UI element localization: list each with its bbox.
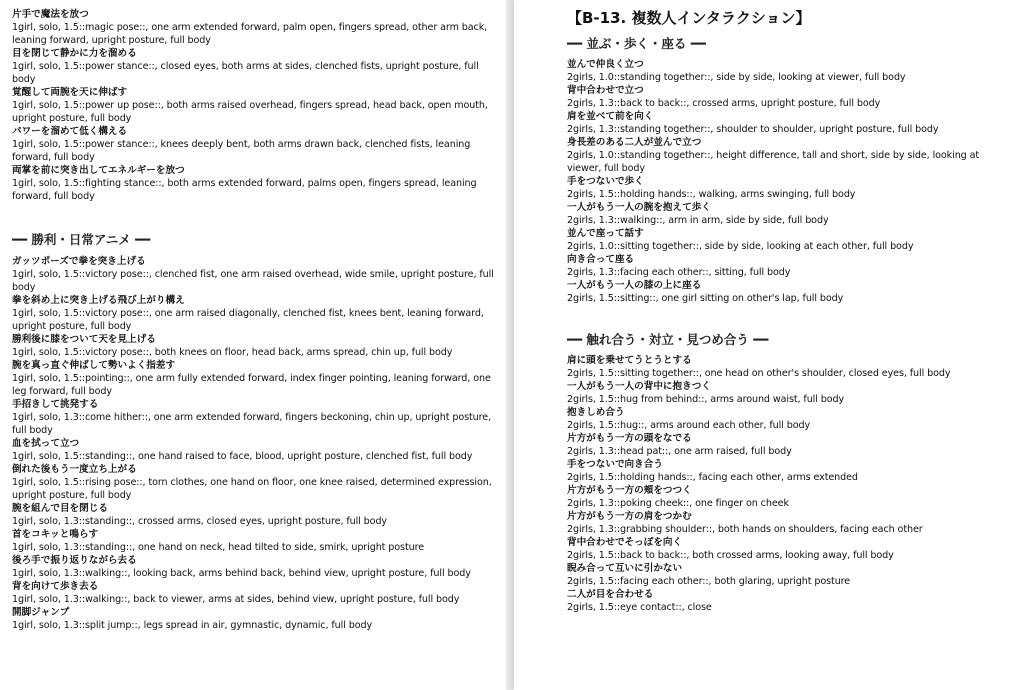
entry-title: 手をつないで向き合う	[567, 459, 663, 470]
prompt-entry	[567, 253, 1016, 279]
prompt-entry	[567, 380, 1016, 406]
entry-title: 身長差のある二人が並んで立つ	[567, 137, 702, 148]
entry-prompt: 2girls, 1.3::poking cheek::, one finger on cheek	[567, 498, 789, 509]
entry-prompt: 1girl, solo, 1.5::victory pose::, both knees on floor, head back, arms spread, chin up, full body	[12, 347, 453, 358]
entry-prompt: 2girls, 1.5::hug::, arms around each other, full body	[567, 420, 811, 431]
entry-prompt: 1girl, solo, 1.5::rising pose::, torn clothes, one hand on floor, one knee raised, determined expression, upright posture, full body	[12, 477, 492, 501]
prompt-entry	[567, 136, 1016, 175]
entry-title: 並んで座って話す	[567, 228, 644, 239]
entry-title: 一人がもう一人の膝の上に座る	[567, 280, 702, 291]
entry-title: 拳を斜め上に突き上げる飛び上がり構え	[12, 295, 185, 306]
section-heading-victory: ━━ 勝利・日常アニメ ━━	[12, 232, 151, 247]
entry-title: 並んで仲良く立つ	[567, 59, 644, 70]
entry-prompt: 1girl, solo, 1.5::victory pose::, clenched fist, one arm raised overhead, wide smile, upright posture, full body	[12, 269, 494, 293]
entry-prompt: 2girls, 1.5::facing each other::, both glaring, upright posture	[567, 576, 851, 587]
entry-title: 覚醒して両腕を天に伸ばす	[12, 87, 128, 98]
entry-prompt: 2girls, 1.5::holding hands::, facing each other, arms extended	[567, 472, 858, 483]
entry-title: 抱きしめ合う	[567, 407, 625, 418]
entry-title: 血を拭って立つ	[12, 438, 80, 449]
entry-prompt: 2girls, 1.3::head pat::, one arm raised, full body	[567, 446, 792, 457]
entry-title: 向き合って座る	[567, 254, 635, 265]
prompt-entry	[12, 8, 496, 47]
entry-prompt: 1girl, solo, 1.5::standing::, one hand raised to face, blood, upright posture, clenched fist, full body	[12, 451, 473, 462]
touch-entry-list	[567, 354, 1016, 614]
entry-title: 片方がもう一方の頬をつつく	[567, 485, 692, 496]
entry-title: 開脚ジャンプ	[12, 607, 70, 618]
entry-prompt: 1girl, solo, 1.3::standing::, crossed arms, closed eyes, upright posture, full body	[12, 516, 388, 527]
entry-prompt: 1girl, solo, 1.3::walking::, back to viewer, arms at sides, behind view, upright posture, full body	[12, 594, 460, 605]
entry-title: 腕を組んで目を閉じる	[12, 503, 108, 514]
entry-title: 睨み合って互いに引かない	[567, 563, 683, 574]
entry-prompt: 2girls, 1.5::sitting::, one girl sitting on other's lap, full body	[567, 293, 844, 304]
left-page	[0, 0, 506, 690]
entry-title: パワーを溜めて低く構える	[12, 126, 128, 137]
prompt-entry	[12, 333, 496, 359]
prompt-entry	[567, 58, 1016, 84]
right-page	[514, 0, 1024, 690]
entry-prompt: 2girls, 1.3::back to back::, crossed arms, upright posture, full body	[567, 98, 881, 109]
prompt-entry	[12, 580, 496, 606]
entry-title: 勝利後に膝をついて天を見上げる	[12, 334, 156, 345]
prompt-entry	[567, 201, 1016, 227]
prompt-entry	[567, 406, 1016, 432]
entry-prompt: 2girls, 1.3::facing each other::, sitting, full body	[567, 267, 791, 278]
entry-title: 背中合わせでそっぽを向く	[567, 537, 683, 548]
prompt-entry	[12, 86, 496, 125]
entry-title: ガッツポーズで拳を突き上げる	[12, 256, 146, 267]
entry-title: 一人がもう一人の腕を抱えて歩く	[567, 202, 711, 213]
entry-prompt: 2girls, 1.3::standing together::, shoulder to shoulder, upright posture, full body	[567, 124, 939, 135]
entry-title: 背中合わせで立つ	[567, 85, 644, 96]
entry-prompt: 1girl, solo, 1.5::pointing::, one arm fully extended forward, index finger pointing, leaning forward, one leg forward, full body	[12, 373, 491, 397]
entry-title: 肩を並べて前を向く	[567, 111, 654, 122]
document-title: 【B-13. 複数人インタラクション】	[567, 9, 811, 27]
prompt-entry	[567, 588, 1016, 614]
entry-prompt: 2girls, 1.3::grabbing shoulder::, both hands on shoulders, facing each other	[567, 524, 923, 535]
prompt-entry	[12, 164, 496, 203]
entry-prompt: 1girl, solo, 1.5::power up pose::, both arms raised overhead, fingers spread, head back, open mouth, upright posture, full body	[12, 100, 488, 124]
entry-title: 肩に頭を乗せてうとうとする	[567, 355, 692, 366]
entry-prompt: 1girl, solo, 1.5::magic pose::, one arm extended forward, palm open, fingers spread, other arm back, leaning forward, upright posture, full body	[12, 22, 488, 46]
entry-prompt: 1girl, solo, 1.5::fighting stance::, both arms extended forward, palms open, fingers spread, leaning forward, full body	[12, 178, 477, 202]
entry-prompt: 2girls, 1.5::holding hands::, walking, arms swinging, full body	[567, 189, 856, 200]
section-heading-line-up: ━━ 並ぶ・歩く・座る ━━	[567, 36, 706, 51]
entry-prompt: 1girl, solo, 1.5::power stance::, knees deeply bent, both arms drawn back, clenched fists, leaning forward, full body	[12, 139, 471, 163]
prompt-entry	[567, 110, 1016, 136]
prompt-entry	[12, 125, 496, 164]
entry-prompt: 2girls, 1.5::sitting together::, one head on other's shoulder, closed eyes, full body	[567, 368, 951, 379]
prompt-entry	[12, 528, 496, 554]
entry-title: 背を向けて歩き去る	[12, 581, 99, 592]
prompt-entry	[12, 47, 496, 86]
entry-title: 首をコキッと鳴らす	[12, 529, 99, 540]
entry-title: 手をつないで歩く	[567, 176, 644, 187]
prompt-entry	[12, 255, 496, 294]
entry-title: 一人がもう一人の背中に抱きつく	[567, 381, 711, 392]
entry-prompt: 1girl, solo, 1.5::victory pose::, one arm raised diagonally, clenched fist, knees bent, leaning forward, upright posture, full body	[12, 308, 484, 332]
entry-prompt: 2girls, 1.0::standing together::, side by side, looking at viewer, full body	[567, 72, 906, 83]
entry-prompt: 2girls, 1.5::back to back::, both crossed arms, looking away, full body	[567, 550, 894, 561]
prompt-entry	[12, 437, 496, 463]
prompt-entry	[567, 458, 1016, 484]
prompt-entry	[12, 398, 496, 437]
entry-prompt: 2girls, 1.3::walking::, arm in arm, side by side, full body	[567, 215, 829, 226]
prompt-entry	[567, 227, 1016, 253]
prompt-entry	[567, 175, 1016, 201]
entry-title: 二人が目を合わせる	[567, 589, 654, 600]
entry-title: 腕を真っ直ぐ伸ばして勢いよく指差す	[12, 360, 176, 371]
entry-title: 手招きして挑発する	[12, 399, 99, 410]
prompt-entry	[567, 354, 1016, 380]
victory-entry-list	[12, 255, 496, 632]
prompt-entry	[12, 294, 496, 333]
entry-title: 後ろ手で振り返りながら去る	[12, 555, 137, 566]
entry-title: 片方がもう一方の頭をなでる	[567, 433, 692, 444]
prompt-entry	[567, 510, 1016, 536]
entry-prompt: 2girls, 1.0::sitting together::, side by side, looking at each other, full body	[567, 241, 914, 252]
entry-title: 倒れた後もう一度立ち上がる	[12, 464, 137, 475]
entry-prompt: 1girl, solo, 1.3::split jump::, legs spread in air, gymnastic, dynamic, full body	[12, 620, 373, 631]
entry-title: 片手で魔法を放つ	[12, 9, 89, 20]
prompt-entry	[567, 484, 1016, 510]
entry-prompt: 2girls, 1.5::hug from behind::, arms around waist, full body	[567, 394, 845, 405]
intro-entry-list	[12, 8, 496, 203]
prompt-entry	[12, 463, 496, 502]
entry-prompt: 1girl, solo, 1.5::power stance::, closed eyes, both arms at sides, clenched fists, upright posture, full body	[12, 61, 479, 85]
prompt-entry	[12, 554, 496, 580]
prompt-entry	[567, 536, 1016, 562]
prompt-entry	[12, 359, 496, 398]
prompt-entry	[12, 502, 496, 528]
entry-title: 目を閉じて静かに力を溜める	[12, 48, 137, 59]
prompt-entry	[12, 606, 496, 632]
entry-prompt: 1girl, solo, 1.3::standing::, one hand on neck, head tilted to side, smirk, upright posture	[12, 542, 425, 553]
prompt-entry	[567, 279, 1016, 305]
entry-title: 片方がもう一方の肩をつかむ	[567, 511, 692, 522]
section-heading-touch: ━━ 触れ合う・対立・見つめ合う ━━	[567, 332, 769, 347]
entry-prompt: 1girl, solo, 1.3::come hither::, one arm extended forward, fingers beckoning, chin up, upright posture, full body	[12, 412, 492, 436]
prompt-entry	[567, 84, 1016, 110]
entry-title: 両掌を前に突き出してエネルギーを放つ	[12, 165, 185, 176]
entry-prompt: 2girls, 1.0::standing together::, height difference, tall and short, side by side, looking at viewer, full body	[567, 150, 980, 174]
line-up-entry-list	[567, 58, 1016, 305]
entry-prompt: 2girls, 1.5::eye contact::, close	[567, 602, 712, 613]
prompt-entry	[567, 562, 1016, 588]
entry-prompt: 1girl, solo, 1.3::walking::, looking back, arms behind back, behind view, upright posture, full body	[12, 568, 471, 579]
prompt-entry	[567, 432, 1016, 458]
